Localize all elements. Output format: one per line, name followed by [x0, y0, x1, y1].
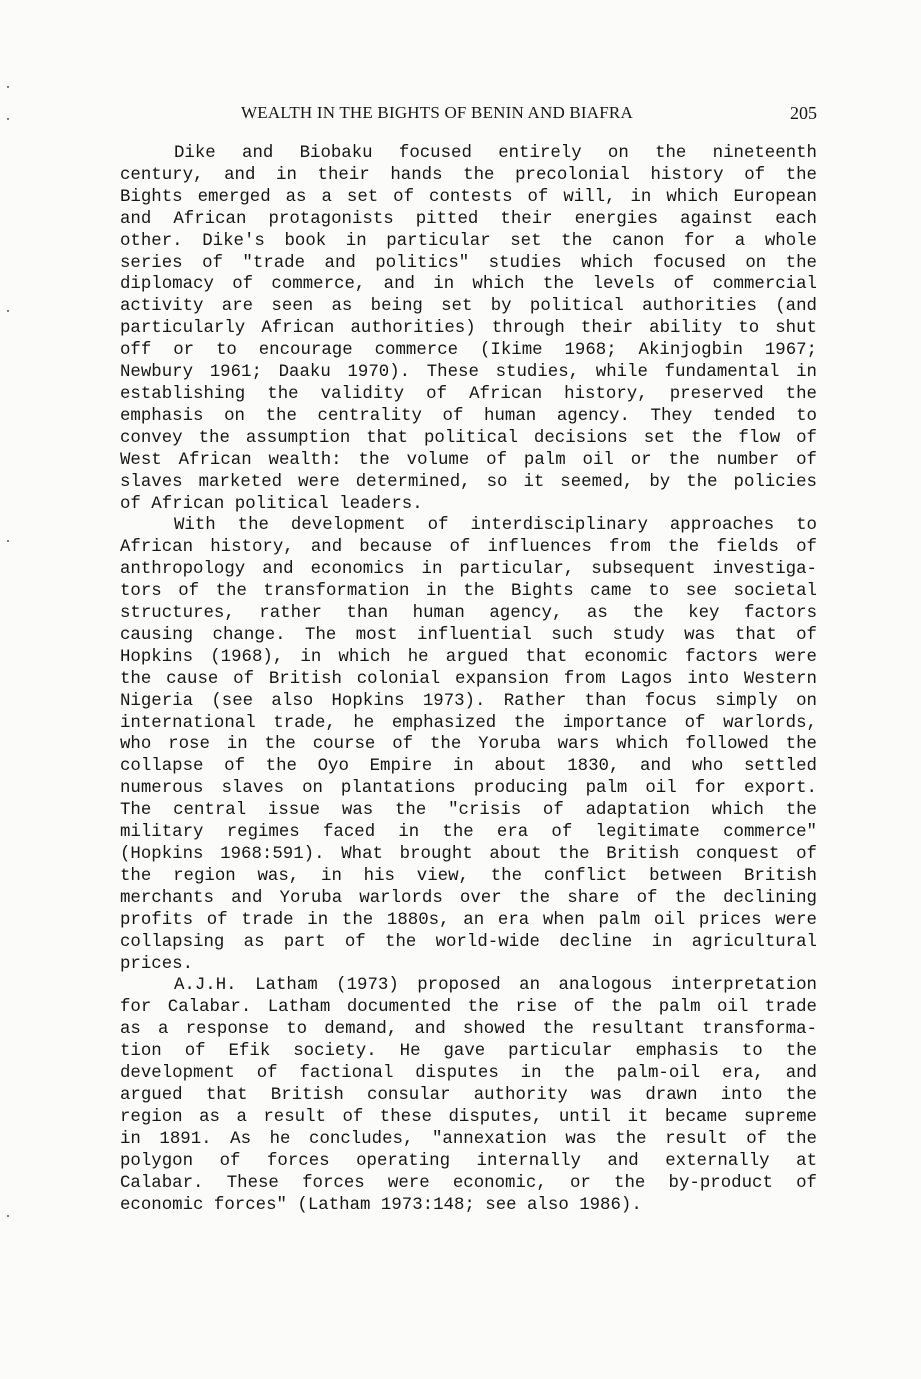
text-line: slaves marketed were determined, so it seemed, by the policies — [120, 472, 817, 492]
running-title: WEALTH IN THE BIGHTS OF BENIN AND BIAFRA — [241, 103, 633, 122]
text-line: who rose in the course of the Yoruba wars which followed the — [120, 735, 817, 755]
text-line: diplomacy of commerce, and in which the levels of commercial — [120, 275, 817, 295]
text-line: international trade, he emphasized the importance of warlords, — [120, 713, 817, 733]
text-line: profits of trade in the 1880s, an era when palm oil prices were — [120, 910, 817, 930]
text-line: A.J.H. Latham (1973) proposed an analogous interpretation — [174, 976, 817, 996]
text-line: With the development of interdisciplinary approaches to — [174, 516, 817, 536]
text-line: argued that British consular authority was drawn into the — [120, 1085, 817, 1105]
text-line: and African protagonists pitted their energies against each — [120, 209, 817, 229]
text-line: Calabar. These forces were economic, or the by-product of — [120, 1173, 817, 1193]
text-line: (Hopkins 1968:591). What brought about the British conquest of — [120, 845, 817, 864]
text-line: African history, and because of influences from the fields of — [120, 538, 817, 558]
text-line: Newbury 1961; Daaku 1970). These studies, while fundamental in — [120, 363, 817, 383]
text-line: Dike and Biobaku focused entirely on the nineteenth — [174, 144, 817, 163]
running-header — [120, 100, 817, 126]
text-line: of African political leaders. — [120, 494, 423, 514]
text-line: anthropology and economics in particular, subsequent investiga- — [120, 560, 817, 580]
text-line: collapse of the Oyo Empire in about 1830, and who settled — [120, 757, 817, 777]
text-line: tion of Efik society. He gave particular emphasis to the — [120, 1042, 817, 1062]
text-line: The central issue was the "crisis of adaptation which the — [120, 801, 817, 821]
page-number: 205 — [790, 103, 817, 123]
margin-speck — [7, 118, 9, 120]
text-line: numerous slaves on plantations producing palm oil for export. — [120, 779, 817, 799]
paragraph — [120, 515, 817, 975]
margin-speck — [7, 86, 9, 88]
text-line: other. Dike's book in particular set the canon for a whole — [120, 231, 817, 251]
text-line: region as a result of these disputes, until it became supreme — [120, 1107, 817, 1127]
text-line: emphasis on the centrality of human agency. They tended to — [120, 406, 817, 426]
text-line: tors of the transformation in the Bights came to see societal — [120, 582, 817, 602]
text-line: structures, rather than human agency, as the key factors — [120, 604, 817, 624]
text-line: development of factional disputes in the palm-oil era, and — [120, 1064, 817, 1084]
margin-speck — [7, 540, 9, 542]
margin-speck — [7, 310, 9, 312]
text-line: causing change. The most influential such study was that of — [120, 625, 817, 645]
paragraph — [120, 975, 817, 1216]
text-line: polygon of forces operating internally and externally at — [120, 1151, 817, 1171]
text-line: military regimes faced in the era of legitimate commerce" — [120, 823, 817, 843]
text-line: Bights emerged as a set of contests of will, in which European — [120, 187, 817, 207]
text-line: prices. — [120, 954, 194, 974]
text-line: merchants and Yoruba warlords over the share of the declining — [120, 888, 817, 908]
paragraph — [120, 143, 817, 515]
text-line: off or to encourage commerce (Ikime 1968; Akinjogbin 1967; — [120, 341, 817, 361]
text-line: the cause of British colonial expansion from Lagos into Western — [120, 669, 817, 689]
text-line: in 1891. As he concludes, "annexation was the result of the — [120, 1129, 817, 1149]
text-line: series of "trade and politics" studies which focused on the — [120, 253, 817, 273]
text-line: economic forces" (Latham 1973:148; see also 1986). — [120, 1195, 642, 1215]
text-line: collapsing as part of the world-wide decline in agricultural — [120, 932, 817, 952]
text-line: particularly African authorities) through their ability to shut — [120, 319, 817, 339]
text-line: establishing the validity of African history, preserved the — [120, 384, 817, 404]
text-line: century, and in their hands the precolonial history of the — [120, 165, 817, 185]
text-line: West African wealth: the volume of palm oil or the number of — [120, 450, 817, 470]
text-line: activity are seen as being set by political authorities (and — [120, 297, 817, 317]
text-line: the region was, in his view, the conflict between British — [120, 866, 817, 886]
text-line: Nigeria (see also Hopkins 1973). Rather than focus simply on — [120, 691, 817, 711]
body-text — [120, 143, 817, 1216]
text-line: for Calabar. Latham documented the rise of the palm oil trade — [120, 998, 817, 1018]
margin-speck — [7, 1215, 9, 1217]
text-line: Hopkins (1968), in which he argued that economic factors were — [120, 647, 817, 667]
text-line: as a response to demand, and showed the resultant transforma- — [120, 1020, 817, 1040]
text-line: convey the assumption that political decisions set the flow of — [120, 428, 817, 448]
